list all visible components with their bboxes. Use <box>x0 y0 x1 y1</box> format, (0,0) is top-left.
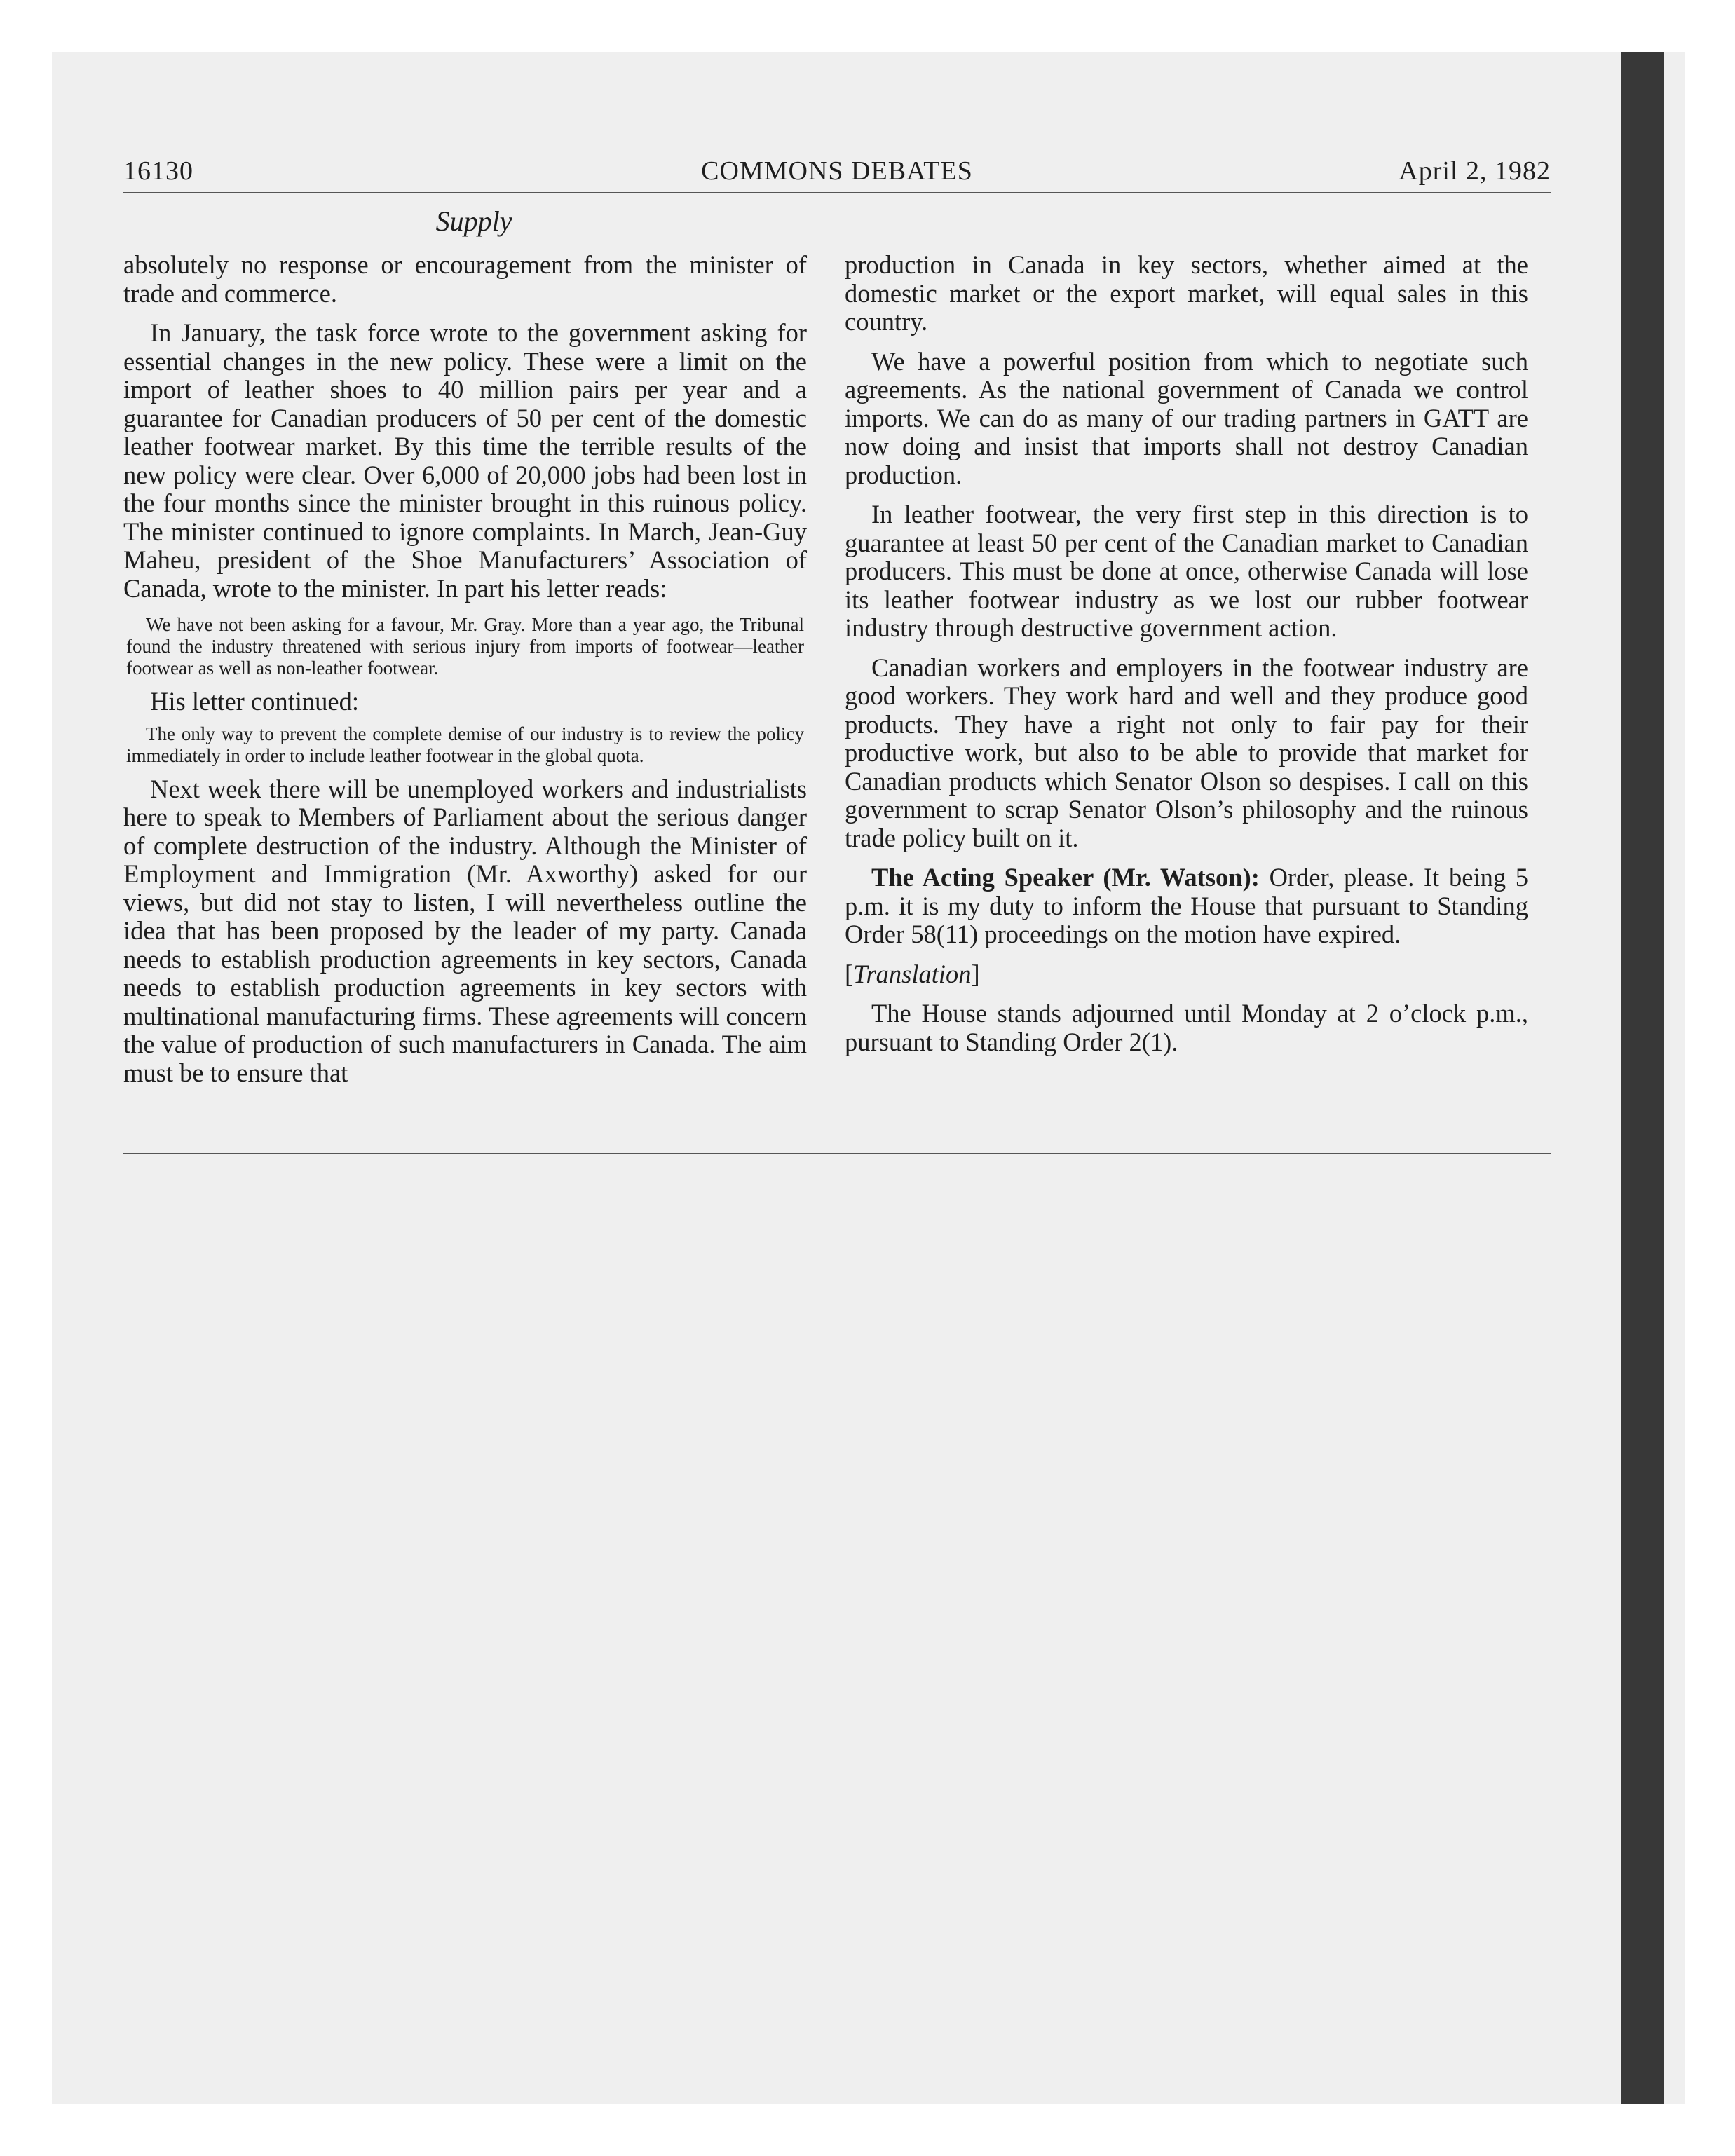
translation-label: Translation <box>853 959 972 988</box>
paragraph: Next week there will be unemployed workers and industrialists here to speak to Members of Parliament about the serious danger of complete destruction of the industry. Although the Minister of Employment and Immigration (Mr. Axworthy) asked for our views, but did not stay to listen, I will nevertheless outline the idea that has been proposed by the leader of my party. Canada needs to establish production agreements in key sectors, Canada needs to establish production agreements in key sectors with multinational manufacturing firms. These agreements will concern the value of production of such manufacturers in Canada. The aim must be to ensure that <box>123 774 807 1087</box>
paragraph: His letter continued: <box>150 687 360 716</box>
right-column <box>845 251 1528 1067</box>
block-quote: We have not been asking for a favour, Mr. Gray. More than a year ago, the Tribunal found the industry threatened with serious injury from imports of footwear—leather footwear as well as non-leather footwear. <box>126 614 804 678</box>
end-rule <box>123 1153 1551 1154</box>
header-rule <box>123 192 1551 193</box>
paragraph: In leather footwear, the very first step in this direction is to guarantee at least 50 per cent of the Canadian market to Canadian producers. This must be done at once, otherwise Canada will lose its leather footwear industry as we lost our rubber footwear industry through destructive government action. <box>845 500 1528 642</box>
paragraph: We have a powerful position from which to negotiate such agreements. As the national government of Canada we control imports. We can do as many of our trading partners in GATT are now doing and insist that imports shall not destroy Canadian production. <box>845 346 1528 489</box>
section-heading: Supply <box>435 205 512 237</box>
publication-title: COMMONS DEBATES <box>701 156 973 186</box>
page-number: 16130 <box>123 156 193 186</box>
issue-date: April 2, 1982 <box>1399 156 1551 186</box>
translation-marker: [Translation] <box>845 959 980 988</box>
scan-binding-edge <box>1621 52 1664 2104</box>
speaker-name: The Acting Speaker (Mr. Watson): <box>871 863 1260 892</box>
paragraph: absolutely no response or encouragement from the minister of trade and commerce. <box>123 250 807 308</box>
paragraph: production in Canada in key sectors, whether aimed at the domestic market or the export market, will equal sales in this country. <box>845 250 1528 336</box>
speaker-paragraph <box>845 864 1528 949</box>
speaker-text: Order, please. It being 5 p.m. it is my duty to inform the House that pursuant to Standing Order 58(11) proceedings on the motion have expired. <box>845 863 1528 948</box>
left-column <box>123 251 807 1098</box>
page-header <box>123 156 1551 198</box>
block-quote: The only way to prevent the complete demise of our industry is to review the policy immediately in order to include leather footwear in the global quota. <box>126 723 804 766</box>
paragraph: Canadian workers and employers in the footwear industry are good workers. They work hard and well and they produce good products. They have a right not only to fair pay for their productive work, but also to be able to provide that market for Canadian products which Senator Olson so despises. I call on this government to scrap Senator Olson’s philosophy and the ruinous trade policy built on it. <box>845 653 1528 852</box>
paragraph: In January, the task force wrote to the government asking for essential changes in the new policy. These were a limit on the import of leather shoes to 40 million pairs per year and a guarantee for Canadian producers of 50 per cent of the domestic leather footwear market. By this time the terrible results of the new policy were clear. Over 6,000 of 20,000 jobs had been lost in the four months since the minister brought in this ruinous policy. The minister continued to ignore complaints. In March, Jean-Guy Maheu, president of the Shoe Manufacturers’ Association of Canada, wrote to the minister. In part his letter reads: <box>123 318 807 603</box>
paragraph: The House stands adjourned until Monday at 2 o’clock p.m., pursuant to Standing Order 2(1). <box>845 999 1528 1056</box>
